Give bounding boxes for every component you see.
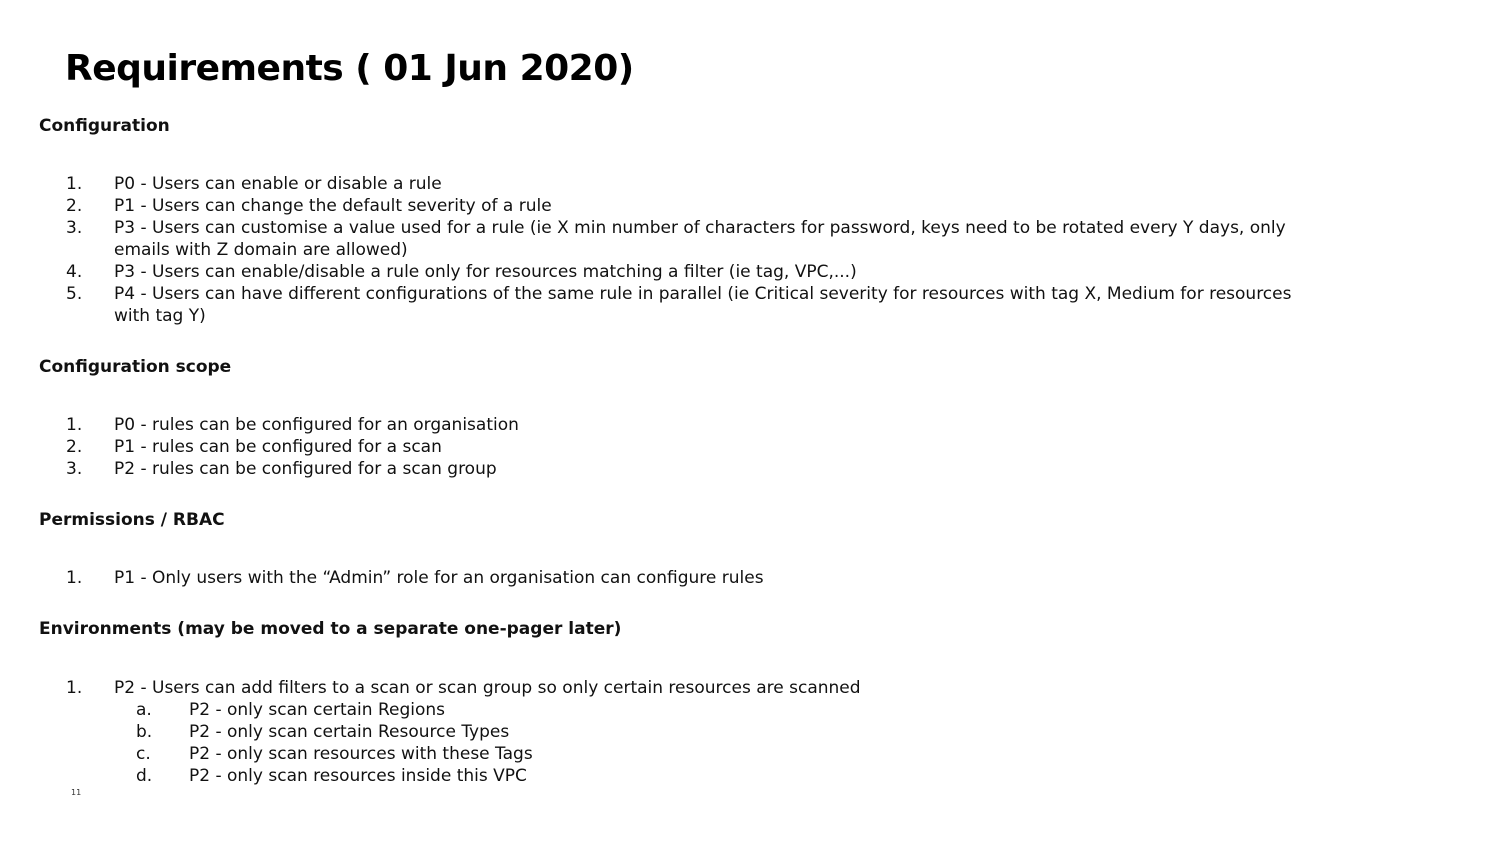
list-number: 5. — [66, 284, 83, 304]
list-number: 4. — [66, 262, 83, 282]
list-item — [0, 173, 1320, 195]
page-number: 11 — [71, 788, 82, 797]
list-item — [0, 195, 1320, 217]
list-item — [0, 677, 1320, 699]
sub-list-text: P2 - only scan resources inside this VPC — [189, 766, 527, 786]
list-text: P0 - rules can be configured for an organisation — [114, 415, 519, 435]
list-text: P1 - Users can change the default severity of a rule — [114, 196, 552, 216]
list-number: 3. — [66, 218, 83, 238]
sub-list-item — [0, 743, 1320, 765]
section-heading-configuration: Configuration — [39, 116, 170, 136]
sub-list-letter: c. — [136, 744, 151, 764]
configuration-scope-list — [0, 414, 1320, 480]
list-item — [0, 261, 1320, 283]
list-item — [0, 567, 1320, 589]
sub-list-letter: d. — [136, 766, 153, 786]
list-text: P1 - Only users with the “Admin” role for an organisation can configure rules — [114, 568, 764, 588]
list-text: P2 - Users can add filters to a scan or scan group so only certain resources are scanned — [114, 678, 861, 698]
permissions-list — [0, 567, 1320, 589]
sub-list-letter: a. — [136, 700, 152, 720]
list-text: P1 - rules can be configured for a scan — [114, 437, 442, 457]
list-item — [0, 217, 1320, 261]
list-number: 2. — [66, 196, 83, 216]
configuration-list — [0, 173, 1320, 327]
sub-list-item — [0, 721, 1320, 743]
environments-list — [0, 677, 1320, 787]
list-number: 3. — [66, 459, 83, 479]
section-heading-permissions: Permissions / RBAC — [39, 510, 225, 530]
sub-list-item — [0, 765, 1320, 787]
list-item — [0, 458, 1320, 480]
list-number: 1. — [66, 415, 83, 435]
list-text: P3 - Users can enable/disable a rule only for resources matching a filter (ie tag, VPC,...) — [114, 262, 857, 282]
list-text: P4 - Users can have different configurations of the same rule in parallel (ie Critical severity for resources with tag X, Medium for resources with tag Y) — [114, 284, 1292, 326]
list-number: 2. — [66, 437, 83, 457]
sub-list-text: P2 - only scan certain Resource Types — [189, 722, 510, 742]
section-heading-configuration-scope: Configuration scope — [39, 357, 232, 377]
section-heading-environments: Environments (may be moved to a separate one-pager later) — [39, 619, 622, 639]
sub-list-text: P2 - only scan resources with these Tags — [189, 744, 533, 764]
list-item — [0, 283, 1320, 327]
list-item — [0, 436, 1320, 458]
sub-list-text: P2 - only scan certain Regions — [189, 700, 446, 720]
list-text: P2 - rules can be configured for a scan group — [114, 459, 497, 479]
list-number: 1. — [66, 174, 83, 194]
page-title: Requirements ( 01 Jun 2020) — [65, 48, 634, 89]
list-text: P3 - Users can customise a value used for a rule (ie X min number of characters for password, keys need to be rotated every Y days, only emails with Z domain are allowed) — [114, 218, 1286, 260]
sub-list-letter: b. — [136, 722, 153, 742]
list-text: P0 - Users can enable or disable a rule — [114, 174, 442, 194]
list-number: 1. — [66, 568, 83, 588]
list-number: 1. — [66, 678, 83, 698]
list-item — [0, 414, 1320, 436]
sub-list-item — [0, 699, 1320, 721]
